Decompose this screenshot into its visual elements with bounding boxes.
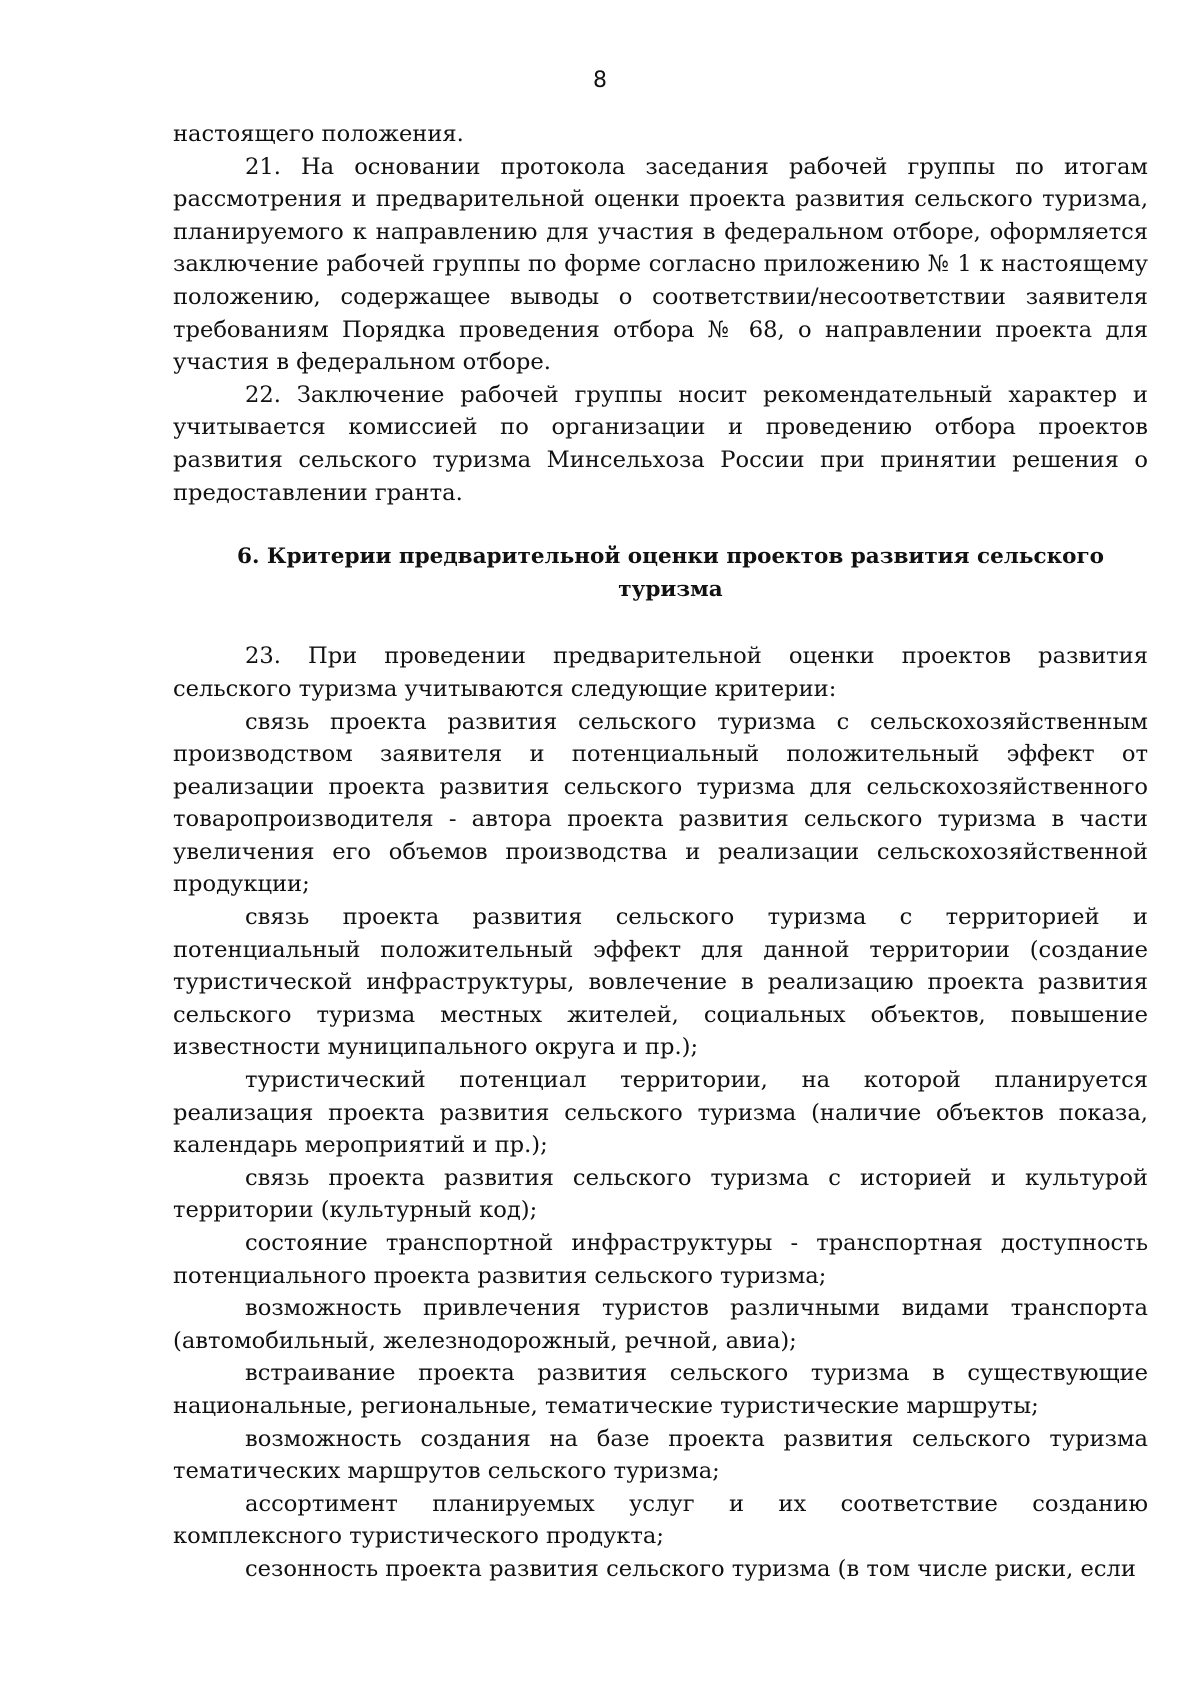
- page-number: 8: [593, 68, 607, 93]
- paragraph-continuation: настоящего положения.: [173, 121, 464, 147]
- criterion-tourist-potential: туристический потенциал территории, на которой планируется реализация проекта развития сельского туризма (наличие объектов показа, календарь мероприятий и пр.);: [173, 1067, 1148, 1159]
- paragraph-21: 21. На основании протокола заседания рабочей группы по итогам рассмотрения и предварительной оценки проекта развития сельского туризма, планируемого к направлению для участия в федеральном отборе, оформляется заключение рабочей группы по форме согласно приложению № 1 к настоящему положению, содержащее выводы о соответствии/несоответствии заявителя требованиям Порядка проведения отбора № 68, о направлении проекта для участия в федеральном отборе.: [173, 153, 1148, 376]
- criterion-existing-routes: встраивание проекта развития сельского туризма в существующие национальные, региональные, тематические туристические маршруты;: [173, 1360, 1148, 1419]
- criterion-agricultural-link: связь проекта развития сельского туризма с сельскохозяйственным производством заявителя и потенциальный положительный эффект от реализации проекта развития сельского туризма для сельскохозяйственного товаропроизводителя - автора проекта развития сельского туризма в части увеличения его объемов производства и реализации сельскохозяйственной продукции;: [173, 708, 1148, 898]
- criterion-thematic-routes: возможность создания на базе проекта развития сельского туризма тематических маршрутов сельского туризма;: [173, 1425, 1148, 1485]
- criterion-services-assortment: ассортимент планируемых услуг и их соответствие созданию комплексного туристического продукта;: [173, 1490, 1148, 1550]
- document-body: [173, 118, 1148, 1586]
- criterion-transport-types: возможность привлечения туристов различными видами транспорта (автомобильный, железнодорожный, речной, авиа);: [173, 1295, 1148, 1354]
- paragraph-23: 23. При проведении предварительной оценки проектов развития сельского туризма учитываются следующие критерии:: [173, 643, 1148, 702]
- criterion-seasonality: сезонность проекта развития сельского туризма (в том числе риски, если: [245, 1555, 1136, 1582]
- criterion-transport-infrastructure: состояние транспортной инфраструктуры - транспортная доступность потенциального проекта развития сельского туризма;: [173, 1230, 1148, 1289]
- section-heading: 6. Критерии предварительной оценки проектов развития сельского туризма: [237, 544, 1104, 602]
- criterion-territory-link: связь проекта развития сельского туризма с территорией и потенциальный положительный эффект для данной территории (создание туристической инфраструктуры, вовлечение в реализацию проекта развития сельского туризма местных жителей, социальных объектов, повышение известности муниципального округа и пр.);: [173, 904, 1148, 1061]
- paragraph-22: 22. Заключение рабочей группы носит рекомендательный характер и учитывается комиссией по организации и проведению отбора проектов развития сельского туризма Минсельхоза России при принятии решения о предоставлении гранта.: [173, 381, 1148, 506]
- criterion-history-culture: связь проекта развития сельского туризма с историей и культурой территории (культурный код);: [173, 1164, 1148, 1224]
